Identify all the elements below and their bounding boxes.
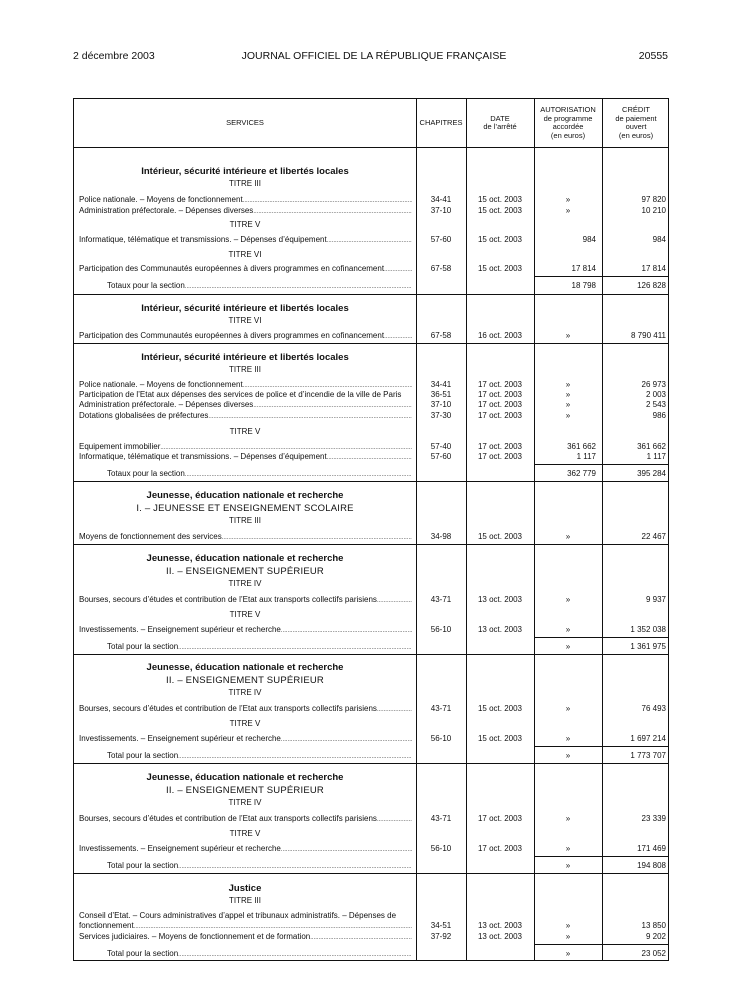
total-autorisation: » <box>565 949 571 958</box>
section-subtitle: II. – ENSEIGNEMENT SUPÉRIEUR <box>166 566 324 577</box>
row-credit: 23 339 <box>641 814 666 823</box>
row-date: 13 oct. 2003 <box>477 625 523 634</box>
table-row <box>74 531 670 542</box>
table-row <box>74 451 670 462</box>
row-credit: 9 202 <box>645 932 666 941</box>
row-autorisation: 17 814 <box>571 264 596 273</box>
row-date: 17 oct. 2003 <box>477 442 523 451</box>
total-label: Total pour la section <box>107 751 179 760</box>
col-header-auth-l4: (en euros) <box>550 130 586 140</box>
row-chapitre: 43-71 <box>430 595 452 604</box>
col-header-services <box>74 99 416 147</box>
row-label: Bourses, secours d’études et contribution de l’Etat aux transports collectifs parisiens <box>79 814 377 823</box>
row-autorisation: » <box>565 932 571 941</box>
row-date: 15 oct. 2003 <box>477 704 523 713</box>
table-row <box>74 330 670 341</box>
section-title: Intérieur, sécurité intérieure et libertés locales <box>141 303 349 314</box>
total-autorisation: » <box>565 642 571 651</box>
row-autorisation: 361 662 <box>567 442 596 451</box>
titre-heading: TITRE VI <box>228 250 262 259</box>
row-date: 17 oct. 2003 <box>477 452 523 461</box>
row-chapitre: 37-10 <box>430 400 452 409</box>
row-chapitre: 36-51 <box>430 390 452 399</box>
titre-heading: TITRE IV <box>228 688 262 697</box>
row-label: fonctionnement <box>79 921 134 930</box>
row-label: Bourses, secours d’études et contribution de l’Etat aux transports collectifs parisiens <box>79 704 377 713</box>
titre-heading: TITRE V <box>229 220 261 229</box>
row-credit: 8 790 411 <box>631 331 666 340</box>
row-autorisation: » <box>565 625 571 634</box>
row-credit: 13 850 <box>641 921 666 930</box>
row-credit: 17 814 <box>641 264 666 273</box>
row-chapitre: 43-71 <box>430 814 452 823</box>
total-row <box>74 750 670 761</box>
row-chapitre: 34-41 <box>430 380 452 389</box>
titre-heading: TITRE III <box>229 896 261 905</box>
row-autorisation: » <box>565 532 571 541</box>
titre-heading: TITRE IV <box>228 579 262 588</box>
subtotal-rule <box>534 856 668 857</box>
table-row <box>74 733 670 744</box>
row-label: Administration préfectorale. – Dépenses diverses <box>79 400 254 409</box>
row-autorisation: » <box>565 844 571 853</box>
row-date: 15 oct. 2003 <box>477 734 523 743</box>
col-header-auth-l2: de programme <box>543 113 593 123</box>
total-label: Total pour la section <box>107 642 179 651</box>
row-label: Services judiciaires. – Moyens de fonctionnement et de formation <box>79 932 311 941</box>
total-autorisation: 18 798 <box>571 281 596 290</box>
total-credit: 395 284 <box>637 469 666 478</box>
row-date: 15 oct. 2003 <box>477 195 523 204</box>
row-chapitre: 67-58 <box>430 331 452 340</box>
row-label: Police nationale. – Moyens de fonctionnement <box>79 380 243 389</box>
table-row <box>74 931 670 942</box>
row-chapitre: 43-71 <box>430 704 452 713</box>
row-autorisation: » <box>565 331 571 340</box>
row-date: 17 oct. 2003 <box>477 390 523 399</box>
row-date: 17 oct. 2003 <box>477 411 523 420</box>
row-credit: 1 697 214 <box>630 734 666 743</box>
row-label: Investissements. – Enseignement supérieur et recherche <box>79 734 281 743</box>
section-title: Intérieur, sécurité intérieure et libertés locales <box>141 352 349 363</box>
column-divider <box>416 99 417 960</box>
col-header-credit <box>602 99 670 147</box>
row-autorisation: » <box>565 195 571 204</box>
section-subtitle: I. – JEUNESSE ET ENSEIGNEMENT SCOLAIRE <box>136 503 354 514</box>
table-row <box>74 703 670 714</box>
row-date: 13 oct. 2003 <box>477 595 523 604</box>
row-date: 17 oct. 2003 <box>477 380 523 389</box>
row-chapitre: 57-60 <box>430 235 452 244</box>
row-autorisation: » <box>565 380 571 389</box>
row-label: Informatique, télématique et transmissions. – Dépenses d’équipement <box>79 235 327 244</box>
row-date: 13 oct. 2003 <box>477 932 523 941</box>
row-autorisation: 1 117 <box>576 452 596 461</box>
row-autorisation: » <box>565 400 571 409</box>
section-rule <box>74 873 668 874</box>
total-row <box>74 948 670 959</box>
section-title: Justice <box>228 883 262 894</box>
total-autorisation: 362 779 <box>567 469 596 478</box>
section-rule <box>74 294 668 295</box>
row-chapitre: 34-51 <box>430 921 452 930</box>
section-rule <box>74 654 668 655</box>
row-date: 16 oct. 2003 <box>477 331 523 340</box>
row-date: 17 oct. 2003 <box>477 400 523 409</box>
row-chapitre: 37-92 <box>430 932 452 941</box>
row-label: Investissements. – Enseignement supérieur et recherche <box>79 844 281 853</box>
row-chapitre: 67-58 <box>430 264 452 273</box>
column-divider <box>466 99 467 960</box>
col-header-autorisation <box>534 99 602 147</box>
row-label: Participation des Communautés européennes à divers programmes en cofinancement <box>79 331 385 340</box>
row-autorisation: » <box>565 595 571 604</box>
section-rule <box>74 763 668 764</box>
total-autorisation: » <box>565 751 571 760</box>
col-header-cred-l4: (en euros) <box>618 130 654 140</box>
col-header-chapitres-text: CHAPITRES <box>419 117 463 127</box>
page-number: 20555 <box>638 50 668 62</box>
total-label: Total pour la section <box>107 861 179 870</box>
row-chapitre: 57-60 <box>430 452 452 461</box>
section-title: Jeunesse, éducation nationale et recherche <box>146 772 344 783</box>
table-row <box>74 205 670 216</box>
row-label: Participation des Communautés européennes à divers programmes en cofinancement <box>79 264 385 273</box>
row-chapitre: 34-41 <box>430 195 452 204</box>
row-chapitre: 56-10 <box>430 844 452 853</box>
section-rule <box>74 481 668 482</box>
row-credit: 984 <box>652 235 666 244</box>
row-label: Participation de l’Etat aux dépenses des services de police et d’incendie de la ville de Paris <box>79 390 402 399</box>
row-credit: 1 352 038 <box>630 625 666 634</box>
row-label: Administration préfectorale. – Dépenses diverses <box>79 206 254 215</box>
row-credit: 26 973 <box>641 380 666 389</box>
section-rule <box>74 544 668 545</box>
table-row <box>74 813 670 824</box>
col-header-date-l2: de l’arrêté <box>483 122 517 131</box>
col-header-date <box>466 99 534 147</box>
total-label: Totaux pour la section <box>107 281 185 290</box>
row-autorisation: » <box>565 390 571 399</box>
table-row <box>74 624 670 635</box>
row-label: Dotations globalisées de préfectures <box>79 411 209 420</box>
section-subtitle: II. – ENSEIGNEMENT SUPÉRIEUR <box>166 675 324 686</box>
row-label: Investissements. – Enseignement supérieur et recherche <box>79 625 281 634</box>
row-date: 13 oct. 2003 <box>477 921 523 930</box>
column-divider <box>534 99 535 960</box>
row-label: Equipement immobilier <box>79 442 161 451</box>
subtotal-rule <box>534 276 668 277</box>
table-row <box>74 920 670 931</box>
row-credit: 97 820 <box>641 195 666 204</box>
col-header-date-l1: DATE <box>490 113 510 123</box>
total-credit: 1 773 707 <box>630 751 666 760</box>
row-label: Moyens de fonctionnement des services <box>79 532 222 541</box>
row-label-line1: Conseil d’Etat. – Cours administratives d’appel et tribunaux administratifs. – Dépenses de <box>79 911 397 920</box>
row-chapitre: 57-40 <box>430 442 452 451</box>
subtotal-rule <box>534 944 668 945</box>
row-autorisation: » <box>565 206 571 215</box>
row-date: 15 oct. 2003 <box>477 206 523 215</box>
row-autorisation: » <box>565 921 571 930</box>
row-credit: 986 <box>652 411 666 420</box>
subtotal-rule <box>534 637 668 638</box>
table-row <box>74 194 670 205</box>
total-label: Totaux pour la section <box>107 469 185 478</box>
titre-heading: TITRE III <box>229 179 261 188</box>
row-credit: 1 117 <box>646 452 666 461</box>
titre-heading: TITRE V <box>229 829 261 838</box>
row-date: 15 oct. 2003 <box>477 264 523 273</box>
table-row <box>74 263 670 274</box>
row-credit: 2 003 <box>645 390 666 399</box>
titre-heading: TITRE III <box>229 365 261 374</box>
subtotal-rule <box>534 746 668 747</box>
row-date: 17 oct. 2003 <box>477 814 523 823</box>
titre-heading: TITRE V <box>229 610 261 619</box>
section-title: Jeunesse, éducation nationale et recherche <box>146 490 344 501</box>
titre-heading: TITRE VI <box>228 316 262 325</box>
column-divider <box>602 99 603 960</box>
col-header-chapitres <box>416 99 466 147</box>
row-credit: 2 543 <box>645 400 666 409</box>
row-chapitre: 37-10 <box>430 206 452 215</box>
col-header-cred-l3: ouvert <box>625 122 647 131</box>
total-row <box>74 860 670 871</box>
col-header-services-text: SERVICES <box>226 117 264 127</box>
row-date: 17 oct. 2003 <box>477 844 523 853</box>
section-rule <box>74 343 668 344</box>
total-credit: 1 361 975 <box>630 642 666 651</box>
credits-table <box>73 98 669 961</box>
total-row <box>74 641 670 652</box>
col-header-cred-l2: de paiement <box>615 113 657 123</box>
row-label: Bourses, secours d’études et contribution de l’Etat aux transports collectifs parisiens <box>79 595 377 604</box>
row-autorisation: » <box>565 814 571 823</box>
page-date: 2 décembre 2003 <box>73 50 155 62</box>
table-row <box>74 410 670 421</box>
header-rule <box>74 147 668 148</box>
total-row <box>74 468 670 479</box>
titre-heading: TITRE V <box>229 427 261 436</box>
subtotal-rule <box>534 464 668 465</box>
row-autorisation: » <box>565 411 571 420</box>
row-date: 15 oct. 2003 <box>477 532 523 541</box>
section-subtitle: II. – ENSEIGNEMENT SUPÉRIEUR <box>166 785 324 796</box>
row-autorisation: 984 <box>582 235 596 244</box>
row-credit: 10 210 <box>641 206 666 215</box>
row-chapitre: 34-98 <box>430 532 452 541</box>
table-row <box>74 594 670 605</box>
row-date: 15 oct. 2003 <box>477 235 523 244</box>
row-label: Police nationale. – Moyens de fonctionnement <box>79 195 243 204</box>
titre-heading: TITRE V <box>229 719 261 728</box>
table-row <box>74 843 670 854</box>
section-title: Intérieur, sécurité intérieure et libertés locales <box>141 166 349 177</box>
col-header-cred-l1: CRÉDIT <box>622 105 650 114</box>
table-row <box>74 234 670 245</box>
row-chapitre: 56-10 <box>430 734 452 743</box>
titre-heading: TITRE IV <box>228 798 262 807</box>
col-header-auth-l1: AUTORISATION <box>540 105 596 114</box>
total-label: Total pour la section <box>107 949 179 958</box>
total-credit: 126 828 <box>637 281 666 290</box>
row-credit: 361 662 <box>637 442 666 451</box>
row-credit: 171 469 <box>637 844 666 853</box>
journal-title: JOURNAL OFFICIEL DE LA RÉPUBLIQUE FRANÇAISE <box>241 50 507 62</box>
total-row <box>74 280 670 291</box>
row-autorisation: » <box>565 704 571 713</box>
row-credit: 22 467 <box>641 532 666 541</box>
table-row <box>74 399 670 410</box>
row-chapitre: 56-10 <box>430 625 452 634</box>
row-autorisation: » <box>565 734 571 743</box>
section-title: Jeunesse, éducation nationale et recherche <box>146 662 344 673</box>
row-label: Informatique, télématique et transmissions. – Dépenses d’équipement <box>79 452 327 461</box>
row-chapitre: 37-30 <box>430 411 452 420</box>
col-header-auth-l3: accordée <box>552 122 584 131</box>
titre-heading: TITRE III <box>229 516 261 525</box>
row-credit: 9 937 <box>645 595 666 604</box>
total-credit: 23 052 <box>641 949 666 958</box>
section-title: Jeunesse, éducation nationale et recherche <box>146 553 344 564</box>
total-autorisation: » <box>565 861 571 870</box>
total-credit: 194 808 <box>637 861 666 870</box>
row-credit: 76 493 <box>641 704 666 713</box>
